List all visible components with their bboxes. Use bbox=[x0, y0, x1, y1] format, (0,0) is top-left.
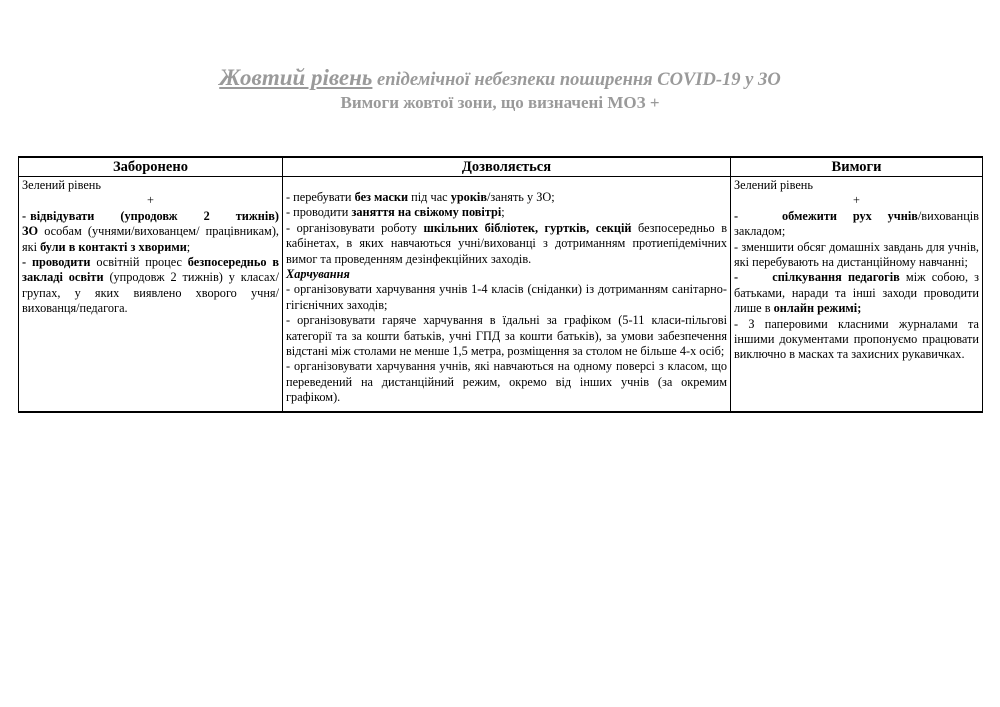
forbidden-item-visiting: - відвідувати (упродовж 2 тижнів) ЗО особам (учнями/вихованцем/ працівникам), які були в контакті з хворими; bbox=[22, 208, 279, 254]
requirement-limit-movement: - обмежити рух учнів/вихованців закладом; bbox=[734, 208, 979, 239]
table-header-row bbox=[19, 157, 983, 177]
requirements-table bbox=[18, 156, 983, 413]
table-row bbox=[19, 177, 983, 412]
document-header bbox=[0, 66, 1000, 114]
header-forbidden: Заборонено bbox=[19, 157, 283, 177]
document-title bbox=[0, 66, 1000, 92]
food-item-separate: - організовувати харчування учнів, які навчаються на одному поверсі з класом, що переведений на дистанційний режим, окремо від інших учнів (за окремим графіком). bbox=[286, 359, 727, 405]
food-heading: Харчування bbox=[286, 267, 350, 282]
allowed-cell bbox=[283, 177, 731, 412]
food-item-breakfast: - організовувати харчування учнів 1-4 класів (сніданки) із дотриманням санітарно-гігієнічних заходів; bbox=[286, 282, 727, 312]
requirement-journals: - З паперовими класними журналами та іншими документами пропонуємо працювати виключно в масках та захисних рукавичках. bbox=[734, 316, 979, 362]
requirement-online-communication: - спілкування педагогів між собою, з батьками, наради та інші заходи проводити лише в онлайн режимі; bbox=[734, 270, 980, 316]
forbidden-level: Зелений рівень bbox=[22, 178, 101, 192]
requirements-plus: + bbox=[853, 193, 860, 208]
forbidden-cell bbox=[19, 177, 283, 412]
forbidden-plus: + bbox=[147, 193, 154, 208]
header-allowed: Дозволяється bbox=[283, 157, 731, 177]
allowed-item-libraries: - організовувати роботу шкільних бібліотек, гуртків, секцій безпосередньо в кабінетах, в яких навчаються учні/вихованці з дотриманням протиепідемічних вимог та проведенням дезінфекційних заходів. bbox=[286, 220, 727, 266]
forbidden-item-education: - проводити освітній процес безпосередньо в закладі освіти (упродовж 2 тижнів) у класах/групах, у яких виявлено хворого учня/вихованця/педагога. bbox=[22, 255, 279, 316]
food-item-canteen: - організовувати гаряче харчування в їдальні за графіком (5-11 класи-пільгові категорії та за кошти батьків, учні ГПД за кошти батьків), за умови забезпечення відстані між столами не менше 1,5 метра, розміщення за столом не більше 4-х осіб; bbox=[286, 313, 727, 359]
requirement-homework: - зменшити обсяг домашніх завдань для учнів, які перебувають на дистанційному навчанні; bbox=[734, 239, 979, 270]
title-rest: епідемічної небезпеки поширення COVID-19 у ЗО bbox=[377, 70, 781, 90]
requirements-level: Зелений рівень bbox=[734, 178, 813, 192]
requirements-cell bbox=[731, 177, 983, 412]
header-requirements: Вимоги bbox=[731, 157, 983, 177]
zone-name: Жовтий рівень bbox=[219, 65, 373, 90]
allowed-item-outdoor: - проводити заняття на свіжому повітрі; bbox=[286, 205, 505, 220]
allowed-item-no-mask: - перебувати без маски під час уроків/занять у ЗО; bbox=[286, 190, 555, 204]
document-subtitle: Вимоги жовтої зони, що визначені МОЗ + bbox=[340, 93, 660, 112]
